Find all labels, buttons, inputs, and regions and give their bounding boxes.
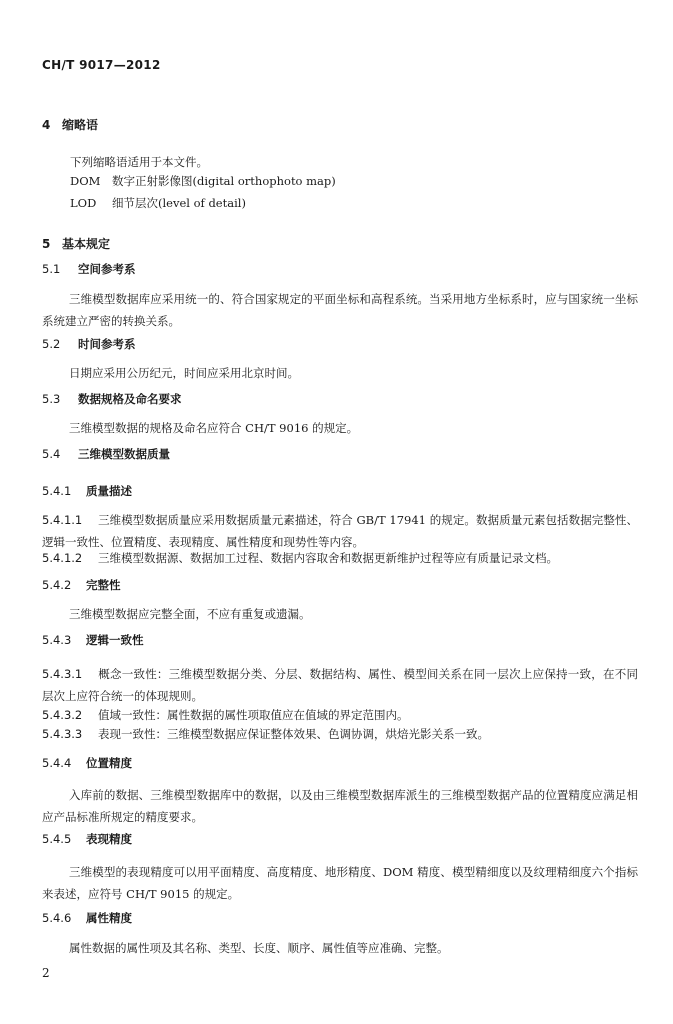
section-5-3-heading [42, 391, 182, 407]
abbr-row-dom [70, 173, 336, 189]
section-5-2-text: 日期应采用公历纪元，时间应采用北京时间。 [69, 366, 299, 380]
section-title: 缩略语 [62, 118, 99, 132]
section-number: 5.4 [42, 447, 61, 461]
section-number: 5.2 [42, 337, 61, 351]
clause-text: 三维模型数据源、数据加工过程、数据内容取舍和数据更新维护过程等应有质量记录文档。 [98, 551, 558, 565]
clause-text: 概念一致性：三维模型数据分类、分层、数据结构、属性、模型间关系在同一层次上应保持一致，在不同层次上应符合统一的体现规则。 [42, 667, 638, 703]
section-number: 4 [42, 118, 51, 132]
abbr-desc: 数字正射影像图(digital orthophoto map) [112, 174, 336, 188]
section-5-4-4-text: 入库前的数据、三维模型数据库中的数据，以及由三维模型数据库派生的三维模型数据产品的位置精度应满足相应产品标准所规定的精度要求。 [42, 788, 638, 824]
clause-number: 5.4.3.3 [42, 727, 83, 741]
section-number: 5.4.6 [42, 911, 72, 925]
abbr-row-lod [70, 195, 246, 211]
section-number: 5.4.1 [42, 484, 72, 498]
section-title: 数据规格及命名要求 [78, 392, 182, 406]
section-5-4-5-text: 三维模型的表现精度可以用平面精度、高度精度、地形精度、DOM 精度、模型精细度以及纹理精细度六个指标来表述，应符号 CH/T 9015 的规定。 [42, 865, 638, 901]
section-5-1-text: 三维模型数据库应采用统一的、符合国家规定的平面坐标和高程系统。当采用地方坐标系时，应与国家统一坐标系统建立严密的转换关系。 [42, 292, 638, 328]
section-title: 三维模型数据质量 [78, 447, 170, 461]
section-title: 基本规定 [62, 237, 111, 251]
section-5-4-2-heading [42, 577, 121, 593]
clause-number: 5.4.3.2 [42, 708, 83, 722]
section-5-4-6-heading [42, 910, 132, 926]
section-5-2-heading [42, 336, 136, 352]
section-4-heading [42, 116, 98, 133]
abbr-term: LOD [70, 196, 97, 210]
section-title: 表现精度 [86, 832, 132, 846]
section-title: 时间参考系 [78, 337, 136, 351]
clause-text: 三维模型数据质量应采用数据质量元素描述，符合 GB/T 17941 的规定。数据质量元素包括数据完整性、逻辑一致性、位置精度、表现精度、属性精度和现势性等内容。 [42, 513, 638, 549]
section-title: 完整性 [86, 578, 121, 592]
section-number: 5.4.2 [42, 578, 72, 592]
section-5-4-2-text: 三维模型数据应完整全面，不应有重复或遗漏。 [69, 607, 311, 621]
abbr-desc: 细节层次(level of detail) [112, 196, 246, 210]
section-5-4-4-heading [42, 755, 132, 771]
clause-5-4-3-1 [42, 663, 638, 707]
clause-text: 值域一致性：属性数据的属性项取值应在值域的界定范围内。 [98, 708, 409, 722]
abbr-term: DOM [70, 174, 101, 188]
clause-number: 5.4.1.1 [42, 513, 83, 527]
section-5-4-6-text: 属性数据的属性项及其名称、类型、长度、顺序、属性值等应准确、完整。 [69, 941, 449, 955]
section-4-intro: 下列缩略语适用于本文件。 [70, 155, 208, 169]
section-title: 逻辑一致性 [86, 633, 144, 647]
clause-number: 5.4.3.1 [42, 667, 83, 681]
clause-5-4-1-2 [42, 547, 638, 569]
section-number: 5.1 [42, 262, 61, 276]
section-number: 5.3 [42, 392, 61, 406]
section-title: 质量描述 [86, 484, 132, 498]
standard-code: CH/T 9017—2012 [42, 58, 161, 72]
section-number: 5.4.5 [42, 832, 72, 846]
clause-5-4-3-3 [42, 723, 638, 745]
section-number: 5.4.3 [42, 633, 72, 647]
section-5-3-text: 三维模型数据的规格及命名应符合 CH/T 9016 的规定。 [69, 421, 359, 435]
section-title: 属性精度 [86, 911, 132, 925]
section-5-4-1-heading [42, 483, 132, 499]
clause-text: 表现一致性：三维模型数据应保证整体效果、色调协调，烘焙光影关系一致。 [98, 727, 489, 741]
section-title: 空间参考系 [78, 262, 136, 276]
section-title: 位置精度 [86, 756, 132, 770]
section-number: 5.4.4 [42, 756, 72, 770]
section-5-4-heading [42, 446, 170, 462]
section-5-1-heading [42, 261, 136, 277]
section-5-4-5-heading [42, 831, 132, 847]
clause-number: 5.4.1.2 [42, 551, 83, 565]
section-5-4-3-heading [42, 632, 144, 648]
section-number: 5 [42, 237, 51, 251]
section-5-heading [42, 235, 110, 252]
page-number: 2 [42, 966, 50, 980]
